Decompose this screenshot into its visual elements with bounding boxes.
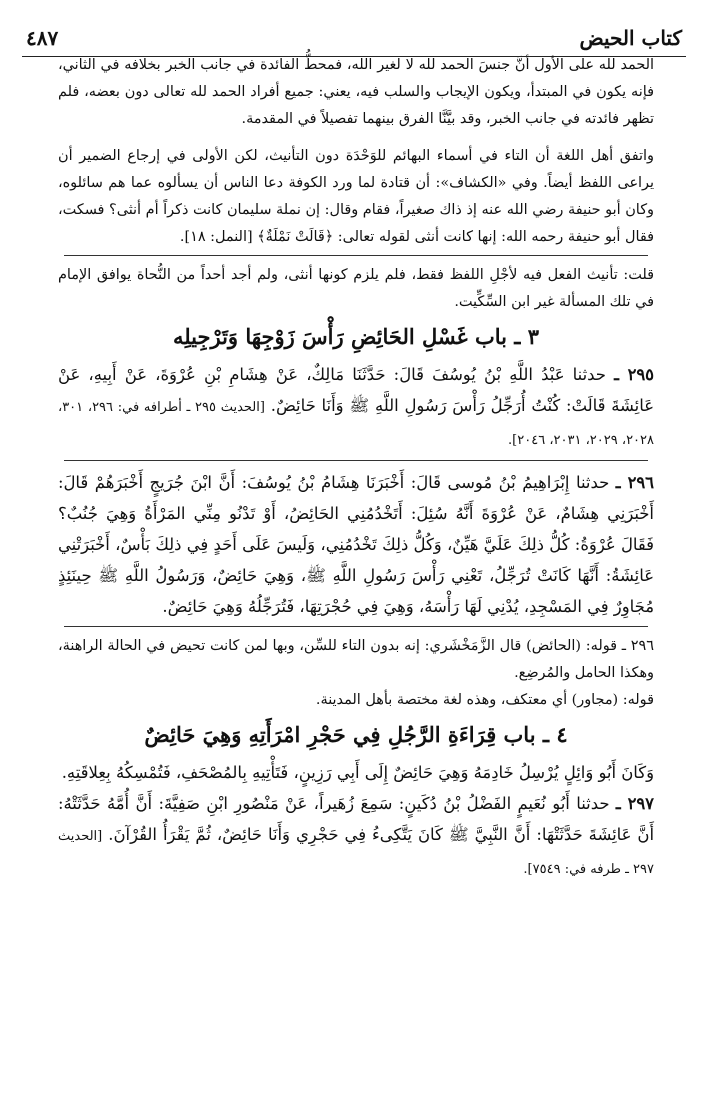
divider — [64, 255, 648, 256]
book-title: كتاب الحيض — [579, 26, 682, 50]
page-number: ٤٨٧ — [26, 26, 59, 50]
divider — [64, 626, 648, 627]
hadith-text: حدثنا إِبْرَاهِيمُ بْنُ مُوسى قَالَ: أَخْبَرَنَا هِشَامُ بْنُ يُوسُفَ: أَنَّ ابْنَ جُرَيجٍ أَخْبَرَهُمْ قَالَ: أَخْبَرَنِي هِشَامٌ، عَنْ عُرْوَةَ أَنَّهُ سُئِلَ: أَتَخْدُمُنِي الحَائِضُ، أَوْ تَدْنُو مِنِّي المَرْأَةُ وَهِيَ جُنُبٌ؟ فَقَالَ عُرْوَةُ: كُلُّ ذلِكَ عَلَيَّ هَيِّنٌ، وَكُلُّ ذلِكَ تَخْدُمُنِي، وَلَيسَ عَلَى أَحَدٍ فِي ذلِكَ بَأْسٌ، أَخْبَرَتْنِي عَائِشَةُ: أَنَّهَا كَانَتْ تُرَجِّلُ، تَعْنِي رَأْسَ رَسُولِ اللَّهِ ﷺ، وَهِيَ حَائِضٌ، وَرَسُولُ اللَّهِ ﷺ حِينَئِذٍ مُجَاوِرٌ فِي المَسْجِدِ، يُدْنِي لَهَا رَأْسَهُ، وَهِيَ فِي حُجْرَتِهَا، فَتُرَجِّلُهُ وَهِيَ حَائِضٌ. — [58, 473, 654, 616]
chapter-title: ٣ ـ باب غَسْلِ الحَائِضِ رَأْسَ زَوْجِهَا وَتَرْجِيلِه — [172, 324, 540, 349]
commentary-paragraph: قلت: تأنيث الفعل فيه لأجْلِ اللفظ فقط، فلم يلزم كونها أنثى، ولم أجد أحداً من النُّحاة يوافق الإمام في تلك المسألة غير ابن السِّكِّيت. — [58, 267, 654, 310]
hadith-number: ٢٩٧ ـ — [615, 794, 654, 813]
hadith-297 — [58, 788, 654, 885]
hadith-number: ٢٩٦ ـ — [615, 473, 654, 492]
commentary-paragraph: الحمد لله على الأول أنَّ جنسَ الحمد لله لا لغير الله، فمحطُّ الفائدة في جانب الخبر بخلافه في الثاني، فإنه يكون في المبتدأ، ويكون الإيجاب والسلب فيه، يعني: جميع أفراد الحمد لله تعالى دون بعضه، فلم تظهر فائدته في جانب الخبر، وقد بيَّنَّا الفرق بينهما تفصيلاً في المقدمة. — [58, 57, 654, 127]
chapter-title: ٤ ـ باب قِرَاءَةِ الرَّجُلِ فِي حَجْرِ امْرَأَتِهِ وَهِيَ حَائِضٌ — [144, 722, 568, 747]
hadith-295 — [58, 359, 654, 456]
divider — [64, 460, 648, 461]
chapter-intro: وَكَانَ أَبُو وَائِلٍ يُرْسِلُ خَادِمَهُ وَهِيَ حَائِضٌ إِلَى أَبِي رَزِينٍ، فَتَأْتِيهِ بِالمُصْحَفِ، فَتُمْسِكُهُ بِعِلاقَتِهِ. — [61, 763, 654, 782]
hadith-number: ٢٩٥ ـ — [614, 365, 654, 384]
commentary-paragraph: قوله: (مجاور) أي معتكف، وهذه لغة مختصة بأهل المدينة. — [315, 692, 654, 708]
hadith-296 — [58, 467, 654, 622]
hadith-text: حدثنا عَبْدُ اللَّهِ بْنُ يُوسُفَ قَالَ: حَدَّثَنَا مَالِكٌ، عَنْ هِشَامِ بْنِ عُرْوَةَ، عَنْ أَبِيهِ، عَنْ عَائِشَةَ قَالَتْ: كُنْتُ أُرَجِّلُ رَأْسَ رَسُولِ اللَّهِ ﷺ وَأَنَا حَائِضٌ. — [58, 365, 654, 415]
hadith-text: حدثنا أَبُو نُعَيمٍ الفَضْلُ بْنُ دُكَينٍ: سَمِعَ زُهَيراً، عَنْ مَنْصُورِ ابْنِ صَفِيَّةَ: أَنَّ أُمَّهُ حَدَّثَتْهُ: أَنَّ عَائِشَةَ حَدَّثَتْهَا: أَنَّ النَّبِيَّ ﷺ كَانَ يَتَّكِىءُ فِي حَجْرِي وَأَنَا حَائِضٌ، ثُمَّ يَقْرَأُ القُرْآنَ. — [58, 794, 654, 844]
commentary-paragraph: ٢٩٦ ـ قوله: (الحائض) قال الزَّمَخْشَري: إنه بدون التاء للسِّن، وبها لمن كانت تحيض في الحالة الراهنة، وهكذا الحامل والمُرضِع. — [58, 638, 654, 681]
commentary-paragraph: واتفق أهل اللغة أن التاء في أسماء البهائم للوَحْدَة دون التأنيث، لكن الأولى في إرجاع الضمير أن يراعى اللفظ أيضاً. وفي «الكشاف»: أن قتادة لما ورد الكوفة دعا الناس أن يسألوه عما هم سائلوه، وكان أبو حنيفة رضي الله عنه إذ ذاك صغيراً، فقام وقال: إن نملة سليمان كانت ذكراً أم أنثى؟ فسكت، فقال أبو حنيفة رحمه الله: إنها كانت أنثى لقوله تعالى: ﴿قَالَتْ نَمْلَةٌ﴾ [النمل: ١٨]. — [58, 148, 654, 245]
hadith-reference: [الحديث ٢٩٧ ـ طرفه في: ٧٥٤٩]. — [58, 829, 654, 877]
page-header — [22, 14, 686, 57]
hadith-reference: [الحديث ٢٩٥ ـ أطرافه في: ٢٩٦، ٣٠١، ٢٠٢٨، ٢٠٢٩، ٢٠٣١، ٢٠٤٦]. — [58, 400, 654, 448]
